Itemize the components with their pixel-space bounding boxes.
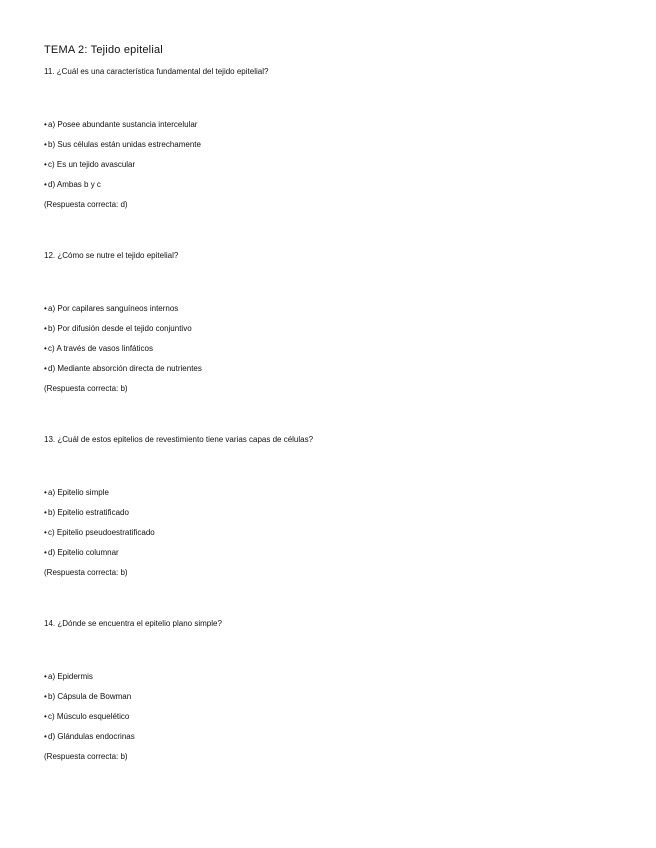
option-label: b) Cápsula de Bowman bbox=[48, 692, 132, 701]
option-label: a) Posee abundante sustancia intercelular bbox=[48, 120, 198, 129]
bullet: • bbox=[44, 344, 47, 353]
correct-answer: (Respuesta correcta: d) bbox=[44, 200, 128, 209]
option-label: b) Epitelio estratificado bbox=[48, 508, 129, 517]
option-d bbox=[44, 179, 644, 199]
option-c bbox=[44, 343, 644, 363]
option-c bbox=[44, 527, 644, 547]
bullet: • bbox=[44, 672, 47, 681]
bullet: • bbox=[44, 180, 47, 189]
question-text: 13. ¿Cuál de estos epitelios de revestimiento tiene varias capas de células? bbox=[44, 435, 314, 444]
option-label: d) Mediante absorción directa de nutrientes bbox=[48, 364, 202, 373]
bullet: • bbox=[44, 732, 47, 741]
option-b bbox=[44, 139, 644, 159]
option-label: c) Es un tejido avascular bbox=[48, 160, 136, 169]
bullet: • bbox=[44, 712, 47, 721]
question-12 bbox=[44, 250, 644, 395]
bullet: • bbox=[44, 528, 47, 537]
option-a bbox=[44, 303, 644, 323]
option-label: c) A través de vasos linfáticos bbox=[48, 344, 153, 353]
bullet: • bbox=[44, 304, 47, 313]
bullet: • bbox=[44, 548, 47, 557]
page-title: TEMA 2: Tejido epitelial bbox=[44, 44, 163, 56]
question-11 bbox=[44, 66, 644, 211]
question-text: 12. ¿Cómo se nutre el tejido epitelial? bbox=[44, 251, 179, 260]
options-list bbox=[44, 303, 644, 383]
question-text: 14. ¿Dónde se encuentra el epitelio plano simple? bbox=[44, 619, 222, 628]
correct-answer: (Respuesta correcta: b) bbox=[44, 752, 128, 761]
option-c bbox=[44, 711, 644, 731]
option-label: b) Por difusión desde el tejido conjuntivo bbox=[48, 324, 192, 333]
option-c bbox=[44, 159, 644, 179]
option-d bbox=[44, 363, 644, 383]
question-14 bbox=[44, 618, 644, 763]
option-b bbox=[44, 323, 644, 343]
bullet: • bbox=[44, 488, 47, 497]
correct-answer: (Respuesta correcta: b) bbox=[44, 568, 128, 577]
question-text: 11. ¿Cuál es una característica fundamental del tejido epitelial? bbox=[44, 67, 269, 76]
options-list bbox=[44, 487, 644, 567]
option-a bbox=[44, 119, 644, 139]
option-label: a) Epidermis bbox=[48, 672, 93, 681]
option-label: c) Epitelio pseudoestratificado bbox=[48, 528, 155, 537]
bullet: • bbox=[44, 324, 47, 333]
bullet: • bbox=[44, 508, 47, 517]
option-d bbox=[44, 731, 644, 751]
option-b bbox=[44, 507, 644, 527]
option-label: d) Epitelio columnar bbox=[48, 548, 119, 557]
option-label: b) Sus células están unidas estrechamente bbox=[48, 140, 201, 149]
bullet: • bbox=[44, 160, 47, 169]
options-list bbox=[44, 671, 644, 751]
bullet: • bbox=[44, 140, 47, 149]
option-label: a) Por capilares sanguíneos internos bbox=[48, 304, 179, 313]
bullet: • bbox=[44, 120, 47, 129]
bullet: • bbox=[44, 364, 47, 373]
options-list bbox=[44, 119, 644, 199]
option-b bbox=[44, 691, 644, 711]
correct-answer: (Respuesta correcta: b) bbox=[44, 384, 128, 393]
option-d bbox=[44, 547, 644, 567]
option-label: a) Epitelio simple bbox=[48, 488, 109, 497]
bullet: • bbox=[44, 692, 47, 701]
option-label: c) Músculo esquelético bbox=[48, 712, 130, 721]
question-13 bbox=[44, 434, 644, 579]
option-label: d) Glándulas endocrinas bbox=[48, 732, 135, 741]
option-label: d) Ambas b y c bbox=[48, 180, 101, 189]
option-a bbox=[44, 671, 644, 691]
option-a bbox=[44, 487, 644, 507]
